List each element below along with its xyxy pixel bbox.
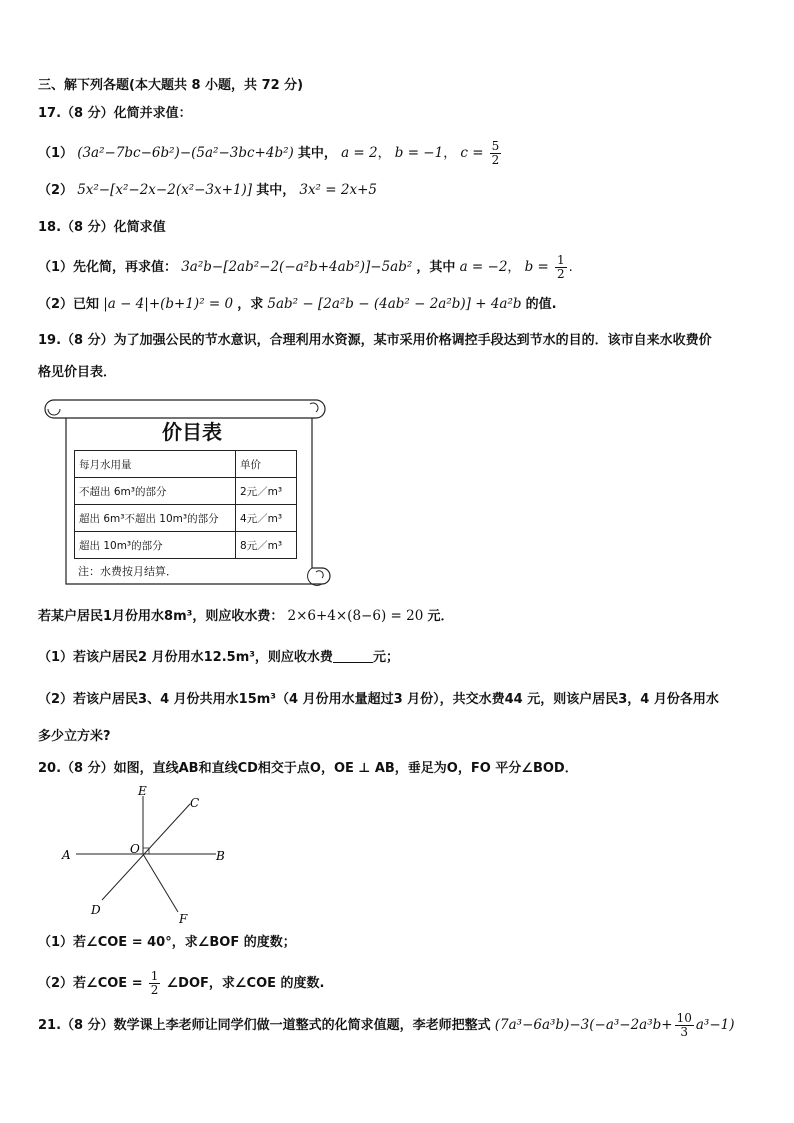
- q21-den: 3: [680, 1025, 689, 1039]
- q17-title: 17.（8 分）化简并求值：: [38, 106, 192, 121]
- q18-p2-tail: 的值.: [525, 297, 557, 312]
- label-c: C: [190, 796, 200, 810]
- label-d: D: [91, 903, 101, 917]
- q17-p2-expr: 5x²−[x²−2x−2(x²−3x+1)]: [77, 182, 253, 198]
- right-angle-mark: [143, 848, 149, 854]
- price-card-title: 价目表: [162, 420, 222, 444]
- price-table: [74, 450, 297, 559]
- q17-p1-b: b = −1: [394, 145, 444, 161]
- table-row: [75, 505, 297, 532]
- q20-p2-a: （2）若∠COE =: [38, 976, 143, 991]
- q20-title: 20.（8 分）如图，直线AB和直线CD相交于点O，OE ⊥ AB，垂足为O，FO 平分∠BOD．: [38, 761, 578, 776]
- q17-part2: [38, 180, 377, 201]
- q19-part2-line1: （2）若该户居民3、4 月份共用水15m³（4 月份用水量超过3 月份），共交水费44 元，则该户居民3，4 月份各用水: [38, 692, 719, 707]
- q18-title: 18.（8 分）化简求值: [38, 220, 166, 235]
- label-a: A: [62, 848, 71, 862]
- label-b: B: [216, 849, 225, 863]
- q17-c-den: 2: [491, 153, 500, 167]
- q20-num: 1: [150, 969, 159, 983]
- q18-p1-cond-word: ，其中: [416, 260, 456, 275]
- q20-part2: [38, 970, 324, 997]
- q17-p2-cond-word: 其中，: [256, 183, 296, 198]
- price-card-note: 注：水费按月结算．: [78, 565, 177, 578]
- table-cell: 超出 6m³不超出 10m³的部分: [75, 505, 236, 532]
- q18-part2: [38, 294, 557, 315]
- q17-part1: （1） (3a²−7bc−6b²)−(5a²−3bc+4b²) 其中， a = 2， b = −1， c = $\frac{5}{2}$: [38, 139, 500, 167]
- table-cell: 8元／m³: [236, 532, 297, 559]
- geometry-figure: [58, 780, 238, 930]
- table-cell: 超出 10m³的部分: [75, 532, 236, 559]
- table-cell: 2元／m³: [236, 478, 297, 505]
- q19-p1-unit: 元；: [372, 650, 399, 665]
- q21-expr-a: (7a³−6a³b)−3(−a³−2a³b+: [494, 1017, 673, 1033]
- q18-p2-cond: |a − 4|+(b+1)² = 0: [103, 296, 234, 312]
- q19-example-text: 若某户居民1月份用水8m³，则应收水费：: [38, 609, 284, 624]
- q19-part1: [38, 648, 399, 668]
- q17-p1-cond-word: 其中，: [297, 146, 337, 161]
- q18-p1-label: （1）先化简，再求值：: [38, 260, 178, 275]
- table-row: [75, 478, 297, 505]
- q20-fraction: [149, 970, 161, 997]
- q18-p2-label: （2）已知: [38, 297, 100, 312]
- q21-num: 10: [676, 1011, 692, 1025]
- q17-c-fraction: [490, 140, 502, 167]
- line-cd: [102, 804, 190, 900]
- q21-line: [38, 1012, 735, 1039]
- q20-p1-text: （1）若∠COE = 40°，求∠BOF 的度数；: [38, 935, 296, 950]
- q20-den: 2: [150, 983, 159, 997]
- ray-of: [143, 854, 178, 912]
- table-cell: 不超出 6m³的部分: [75, 478, 236, 505]
- q18-b-num: 1: [556, 253, 565, 267]
- q18-p2-expr: 5ab² − [2a²b − (4ab² − 2a²b)] + 4a²b: [267, 296, 522, 312]
- q18-b-fraction: [555, 254, 567, 281]
- q20-part1: [38, 933, 296, 953]
- q19-part2-line2: 多少立方米?: [38, 729, 111, 744]
- q17-c-num: 5: [491, 139, 500, 153]
- label-o: O: [130, 842, 140, 856]
- q17-p1-label: （1）: [38, 146, 74, 161]
- q17-p2-label: （2）: [38, 183, 74, 198]
- q18-p2-mid: ，求: [237, 297, 264, 312]
- q17-p1-a: a = 2: [341, 145, 378, 161]
- table-cell: 4元／m³: [236, 505, 297, 532]
- q20-p2-b: ∠DOF，求∠COE 的度数.: [166, 976, 325, 991]
- table-header-cell: 单价: [236, 451, 297, 478]
- label-f: F: [179, 912, 188, 926]
- q18-part1: （1）先化简，再求值： 3a²b−[2ab²−2(−a²b+4ab²)]−5ab² ，其中 a = −2， b = $\frac{1}{2}$ .: [38, 253, 573, 281]
- q21-text: 21.（8 分）数学课上李老师让同学们做一道整式的化简求值题，李老师把整式: [38, 1018, 491, 1033]
- table-header-cell: 每月水用量: [75, 451, 236, 478]
- answer-blank[interactable]: [333, 650, 373, 663]
- section-heading: 三、解下列各题(本大题共 8 小题，共 72 分): [38, 78, 304, 93]
- q19-line1: 19.（8 分）为了加强公民的节水意识，合理利用水资源，某市采用价格调控手段达到节水的目的．该市自来水收费价: [38, 333, 712, 348]
- q19-example-calc: 2×6+4×(8−6) = 20: [287, 608, 424, 624]
- q17-p1-c-lhs: c =: [460, 145, 484, 161]
- q21-fraction: [675, 1012, 694, 1039]
- table-header-row: [75, 451, 297, 478]
- q19-line2: 格见价目表．: [38, 365, 117, 380]
- q21-expr-b: a³−1): [695, 1017, 735, 1033]
- q18-b-den: 2: [556, 267, 565, 281]
- q18-p1-a: a = −2: [459, 259, 508, 275]
- q19-example: [38, 606, 453, 627]
- table-row: [75, 532, 297, 559]
- q17-p1-expr: (3a²−7bc−6b²)−(5a²−3bc+4b²): [77, 145, 294, 161]
- q18-p1-expr: 3a²b−[2ab²−2(−a²b+4ab²)]−5ab²: [181, 259, 413, 275]
- q18-p1-b-lhs: b =: [524, 259, 549, 275]
- q19-p1-text: （1）若该户居民2 月份用水12.5m³，则应收水费: [38, 650, 333, 665]
- label-e: E: [138, 784, 147, 798]
- q17-p2-cond: 3x² = 2x+5: [299, 182, 377, 198]
- q19-example-unit: 元．: [427, 609, 454, 624]
